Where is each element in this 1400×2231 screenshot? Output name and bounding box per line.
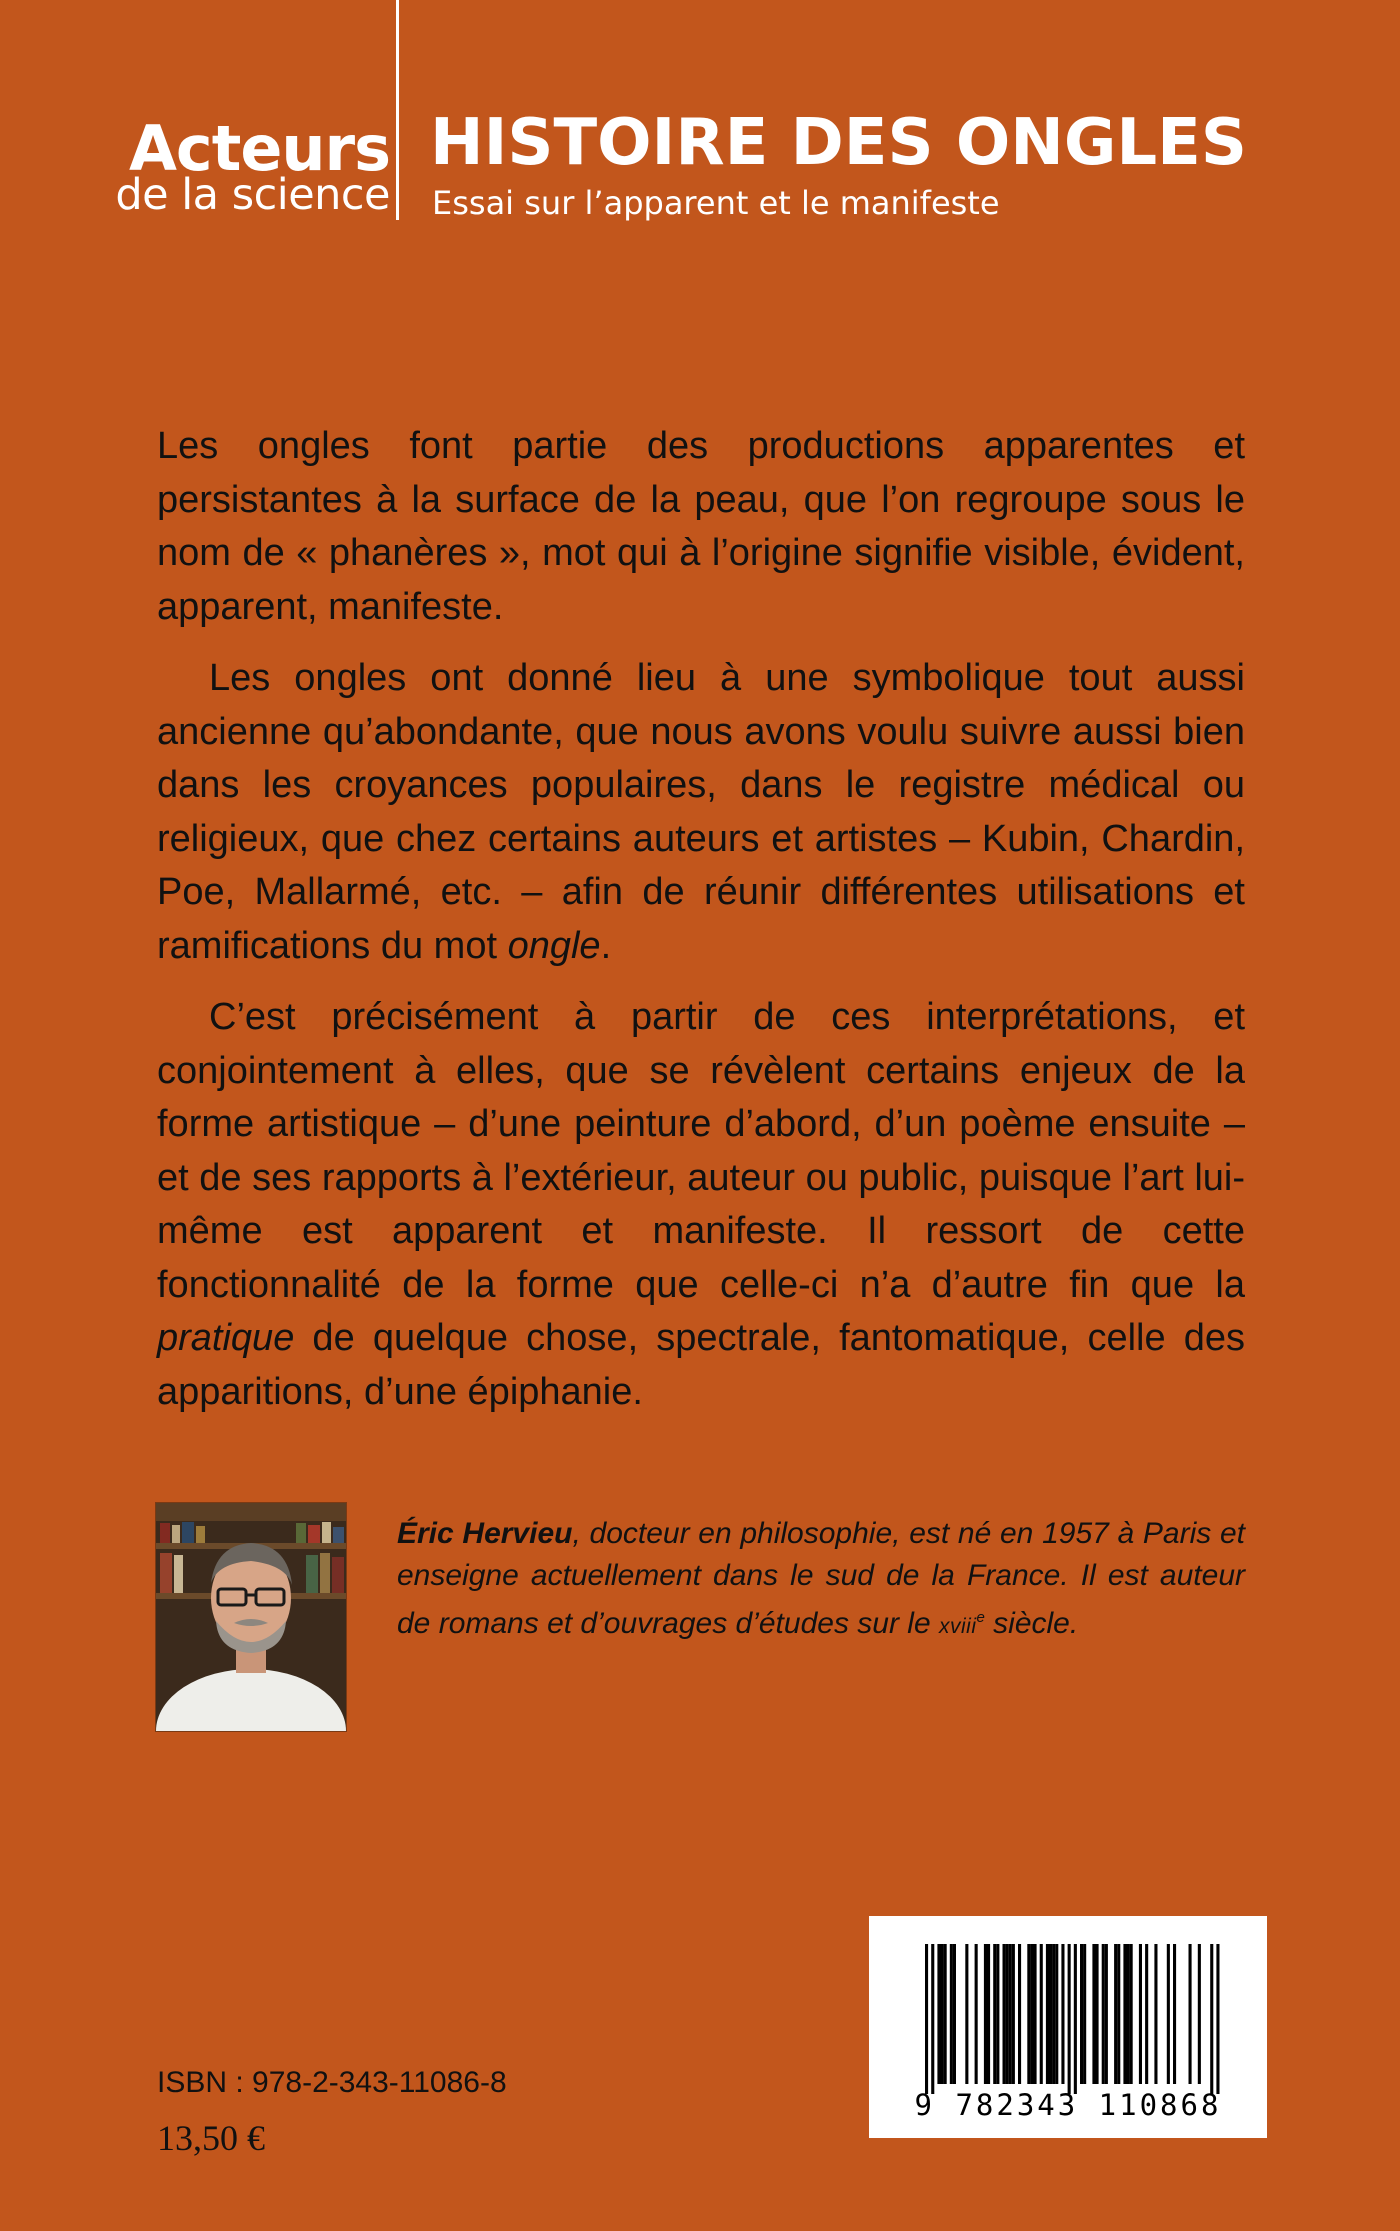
barcode-bar xyxy=(996,1944,999,2084)
barcode-bar xyxy=(931,1944,934,2094)
series-name: Acteurs xyxy=(128,112,390,185)
barcode-bar xyxy=(925,1944,928,2094)
barcode-bar xyxy=(975,1944,978,2084)
barcode-bar xyxy=(1061,1944,1064,2084)
barcode-bar xyxy=(941,1944,944,2084)
barcode-bar xyxy=(1027,1944,1030,2084)
barcode-bar xyxy=(1049,1944,1052,2084)
barcode-bar xyxy=(1009,1944,1012,2084)
blurb-paragraph-3: C’est précisément à partir de ces interprétations, et conjointement à elles, que se révèlent certains enjeux de la forme artistique – d’une peinture d’abord, d’un poème ensuite – et de ses rapports à l’extérieur, auteur ou public, puisque l’art lui-même est apparent et manifeste. Il ressort de cette fonctionnalité de la forme que celle-ci n’a d’autre fin que la pratique de quelque chose, spectrale, fantomatique, celle des apparitions, d’une épiphanie. xyxy=(157,996,1245,1413)
book-title: HISTOIRE DES ONGLES xyxy=(430,106,1247,180)
barcode-bar xyxy=(1105,1944,1108,2084)
barcode-bar xyxy=(944,1944,947,2084)
author-bio: Éric Hervieu, docteur en philosophie, est né en 1957 à Paris et enseigne actuellement dans le sud de la France. Il est auteur de romans et d’ouvrages d’études sur le xviii$^e$ siècle. xyxy=(397,1517,1245,1640)
barcode-digits: 9 782343 110868 xyxy=(914,2088,1222,2122)
barcode-bar xyxy=(1040,1944,1043,2084)
barcode-bar xyxy=(1127,1944,1130,2084)
series-logo xyxy=(90,112,390,220)
barcode-bar xyxy=(987,1944,990,2084)
barcode-bar xyxy=(1117,1944,1120,2084)
back-cover-blurb xyxy=(157,420,1245,1437)
barcode-bar xyxy=(1198,1944,1201,2084)
barcode-bar xyxy=(1145,1944,1148,2084)
author-photo xyxy=(155,1502,347,1732)
barcode-bar xyxy=(1052,1944,1055,2084)
series-subname: de la science xyxy=(115,170,390,220)
barcode-bar xyxy=(1055,1944,1058,2084)
barcode-bar xyxy=(984,1944,987,2084)
barcode-bar xyxy=(1034,1944,1037,2084)
barcode-bar xyxy=(1046,1944,1049,2084)
blurb-paragraph-1: Les ongles font partie des productions apparentes et persistantes à la surface de la peau, que l’on regroupe sous le nom de « phanères », mot qui à l’origine signifie visible, évident, apparent, manifeste. xyxy=(157,425,1245,628)
barcode-bar xyxy=(1068,1944,1071,2094)
barcode-bar xyxy=(1189,1944,1192,2084)
century: xviii xyxy=(938,1615,977,1638)
barcode-bar xyxy=(1012,1944,1015,2084)
barcode-bar xyxy=(1074,1944,1077,2094)
barcode-bar xyxy=(1030,1944,1033,2084)
barcode-bar xyxy=(1006,1944,1009,2084)
barcode-bar xyxy=(1092,1944,1095,2084)
barcode-bar xyxy=(1003,1944,1006,2084)
barcode-bar xyxy=(950,1944,953,2084)
barcode-bar xyxy=(1154,1944,1157,2084)
barcode-bar xyxy=(1018,1944,1021,2084)
book-subtitle: Essai sur l’apparent et le manifeste xyxy=(432,184,1000,222)
isbn: ISBN : 978-2-343-11086-8 xyxy=(157,2066,507,2099)
barcode-bar xyxy=(1173,1944,1176,2084)
barcode-bar xyxy=(993,1944,996,2084)
barcode-bar xyxy=(1139,1944,1142,2084)
barcode xyxy=(869,1916,1267,2138)
barcode-bar xyxy=(1083,1944,1086,2084)
barcode-bar xyxy=(965,1944,968,2084)
barcode-bar xyxy=(1102,1944,1105,2084)
barcode-bar xyxy=(1080,1944,1083,2084)
barcode-bar xyxy=(1210,1944,1213,2094)
price: 13,50 € xyxy=(157,2118,265,2158)
barcode-bar xyxy=(1216,1944,1219,2094)
barcode-bar xyxy=(1167,1944,1170,2084)
barcode-bar xyxy=(953,1944,956,2084)
barcode-bar xyxy=(1123,1944,1126,2084)
barcode-bar xyxy=(1096,1944,1099,2084)
barcode-bar xyxy=(937,1944,940,2084)
barcode-bar xyxy=(1114,1944,1117,2084)
header-divider xyxy=(396,0,399,220)
author-name: Éric Hervieu xyxy=(397,1517,573,1550)
barcode-bar xyxy=(1130,1944,1133,2084)
blurb-paragraph-2: Les ongles ont donné lieu à une symbolique tout aussi ancienne qu’abondante, que nous avons voulu suivre aussi bien dans les croyances populaires, dans le registre médical ou religieux, que chez certains auteurs et artistes – Kubin, Chardin, Poe, Mallarmé, etc. – afin de réunir différentes utilisations et ramifications du mot ongle. xyxy=(157,657,1245,967)
